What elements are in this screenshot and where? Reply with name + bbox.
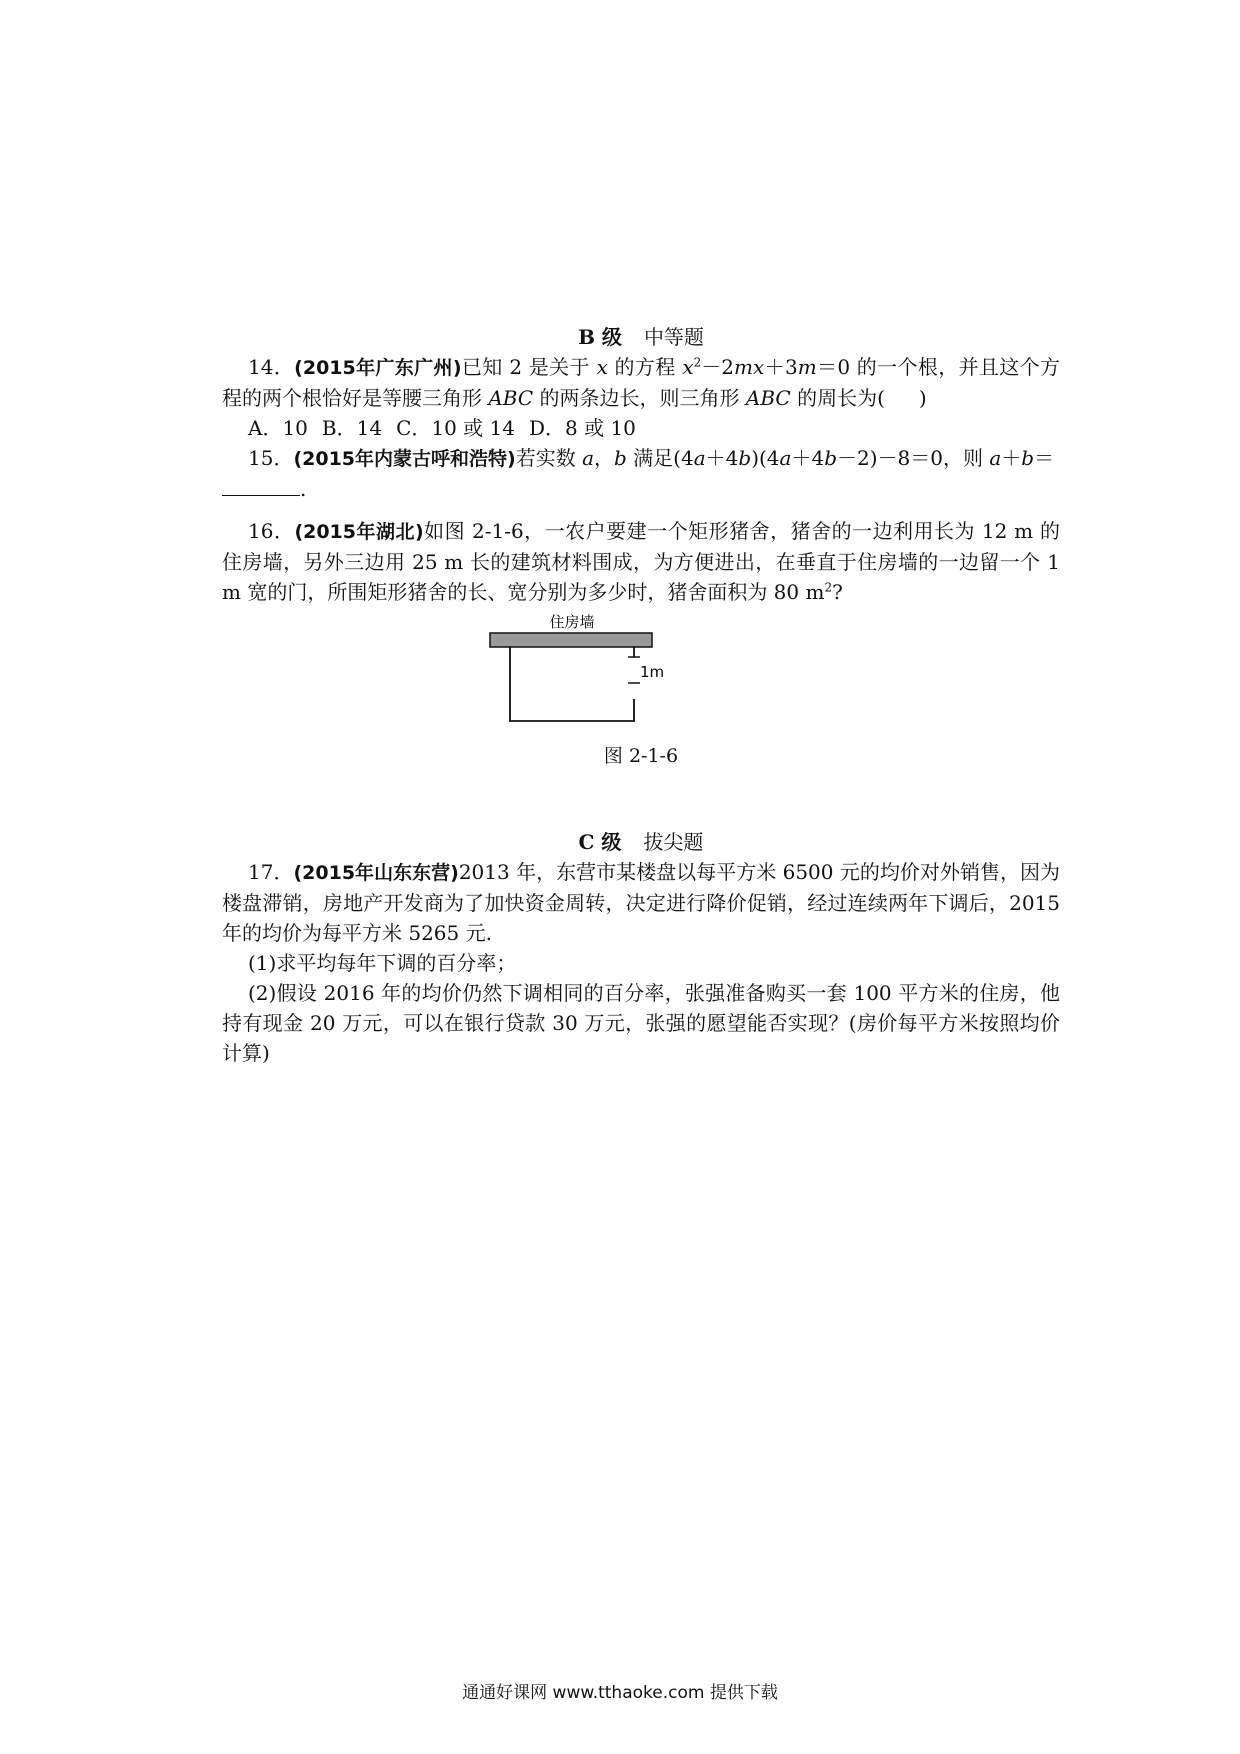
q15-answer-line — [222, 474, 1060, 504]
spacer — [222, 763, 1060, 827]
page-footer: 通通好课网 www.tthaoke.com 提供下载 — [462, 1683, 778, 1703]
q14-eq-exp: 2 — [693, 355, 702, 370]
q15-text: ＋4 — [705, 446, 739, 470]
q15-text: ＝ — [1034, 446, 1055, 470]
q15-text: )(4 — [751, 446, 780, 470]
page-content — [222, 322, 1060, 1068]
q14-var: x — [596, 355, 608, 379]
q15-text: －2)－8＝0，则 — [837, 446, 990, 470]
house-wall — [490, 633, 652, 647]
figure-caption: 图 2-1-6 — [603, 745, 679, 767]
q15-period: . — [300, 477, 307, 501]
q15-answer-blank — [222, 477, 300, 496]
q15-text: 满足(4 — [626, 446, 694, 470]
q16-source: (2015年湖北) — [294, 521, 424, 543]
q14-eq-part: ＋3 — [764, 355, 798, 379]
q14-source: (2015年广东广州) — [294, 357, 462, 379]
q16-exp: 2 — [824, 580, 833, 595]
section-c-heading — [222, 827, 1060, 857]
q14-eq-var: m — [797, 355, 817, 379]
q17-part-1: (1)求平均每年下调的百分率； — [248, 951, 517, 975]
section-b-heading — [222, 322, 1060, 352]
choice-b: B．14 — [321, 416, 383, 440]
q15-source: (2015年内蒙古呼和浩特) — [293, 448, 516, 470]
q15-var: b — [614, 446, 627, 470]
q14-choices — [222, 413, 1060, 443]
q14-eq-var: mx — [734, 355, 765, 379]
wall-label: 住房墙 — [549, 613, 595, 631]
q14-text: 的方程 — [607, 355, 683, 379]
q16-number: 16． — [248, 519, 295, 543]
q14-triangle: ABC — [745, 386, 791, 410]
pen-fence — [510, 647, 634, 721]
q14-text: 的两条边长，则三角形 — [533, 386, 746, 410]
q15-var: a — [693, 446, 706, 470]
q15-var: a — [989, 446, 1002, 470]
q15-var: b — [738, 446, 752, 470]
choice-a: A．10 — [248, 416, 308, 440]
q15-var: b — [824, 446, 838, 470]
q16-qmark: ? — [832, 580, 843, 604]
q14-text: 的周长为( — [790, 386, 885, 410]
q17-source: (2015年山东东营) — [293, 862, 459, 884]
q15-number: 15． — [248, 446, 294, 470]
q15-var: b — [1021, 446, 1035, 470]
question-17 — [222, 857, 1060, 948]
q14-text: 已知 2 是关于 — [461, 355, 597, 379]
q17-part-2: (2)假设 2016 年的均价仍然下调相同的百分率，张强准备购买一套 100 平方米的住房，他持有现金 20 万元，可以在银行贷款 30 万元，张强的愿望能否实现？(房价每平方米按照均价计算) — [222, 981, 1060, 1065]
choice-c: C．10 或 14 — [396, 416, 515, 440]
q16-text: 如图 2-1-6，一农户要建一个矩形猪舍，猪舍的一边利用长为 12 m 的住房墙，另外三边用 25 m 长的建筑材料围成，为方便进出，在垂直于住房墙的一边留一个 1 m 宽的门，所围矩形猪舍的长、宽分别为多少时，猪舍面积为 80 m — [222, 519, 1060, 604]
q15-var: a — [582, 446, 594, 470]
section-c-title: 拔尖题 — [643, 830, 704, 854]
q14-text: ＝0 的一个根，并且这个方程的两个根恰好是等腰三角形 — [222, 355, 1061, 410]
section-b-level: B 级 — [578, 325, 622, 349]
question-16 — [222, 516, 1060, 607]
section-c-level: C 级 — [578, 830, 622, 854]
q15-var: a — [779, 446, 792, 470]
q14-triangle: ABC — [488, 386, 534, 410]
q17-text: 2013 年，东营市某楼盘以每平方米 6500 元的均价对外销售，因为楼盘滞销，房地产开发商为了加快资金周转，决定进行降价促销，经过连续两年下调后，2015 年的均价为每平方米 5265 元. — [222, 860, 1061, 945]
q15-text: 若实数 — [515, 446, 583, 470]
section-b-title: 中等题 — [643, 325, 704, 349]
question-15 — [222, 443, 1060, 474]
figure-2-1-6 — [222, 613, 1060, 767]
question-14 — [222, 352, 1060, 413]
q14-eq-x: x — [682, 355, 694, 379]
q17-number: 17． — [248, 860, 294, 884]
choice-d: D．8 或 10 — [528, 416, 636, 440]
q14-eq-part: －2 — [701, 355, 734, 379]
q15-text: ＋4 — [791, 446, 825, 470]
q15-text: ， — [594, 446, 614, 470]
pigpen-diagram — [222, 613, 1060, 743]
door-label: 1m — [640, 663, 665, 681]
q14-text: ) — [918, 386, 927, 410]
q15-text: ＋ — [1001, 446, 1022, 470]
q14-number: 14． — [248, 355, 295, 379]
